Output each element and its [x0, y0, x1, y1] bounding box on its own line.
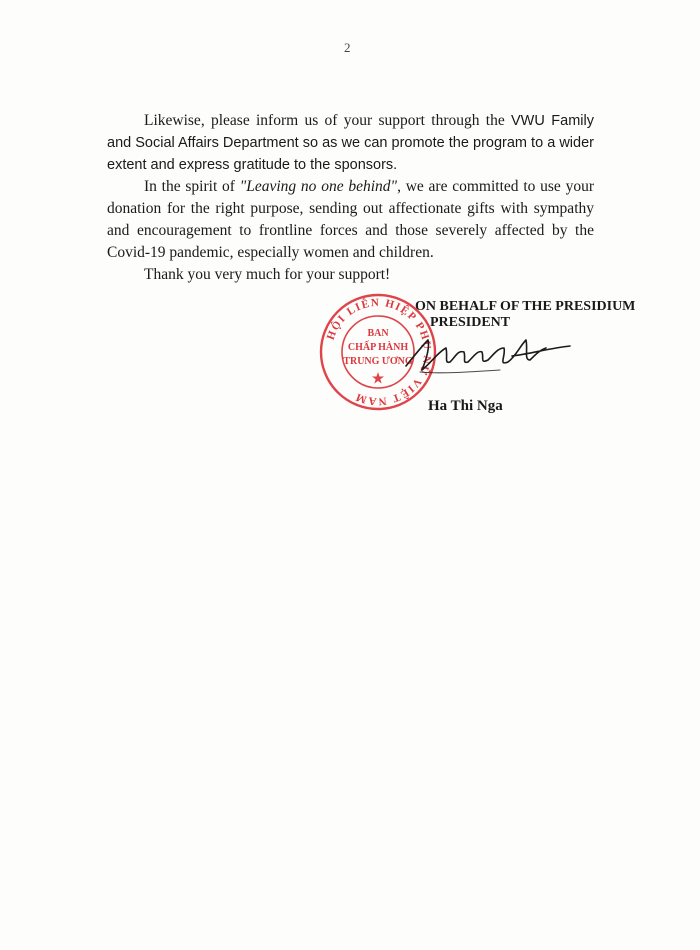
official-seal [318, 292, 438, 412]
paragraph-thanks-text: Thank you very much for your support! [144, 266, 391, 283]
handwritten-signature [400, 326, 580, 386]
paragraph-support-department: VWU Family and Social Affairs Department so as we can promote the program to a wider extent and express gratitude to the sponsors. [107, 113, 594, 173]
paragraph-support [107, 110, 594, 176]
signatory-name: Ha Thi Nga [428, 398, 503, 414]
signature-on-behalf: ON BEHALF OF THE PRESIDIUM [415, 299, 636, 314]
svg-text:BAN: BAN [367, 328, 389, 339]
paragraph-commitment-lead: In the spirit of [144, 178, 240, 195]
letter-body [107, 110, 594, 286]
svg-text:TRUNG ƯƠNG: TRUNG ƯƠNG [343, 356, 413, 367]
signature-title: PRESIDENT [430, 315, 511, 330]
seal-ring-text: HỘI LIÊN HIỆP PHỤ NỮ VIỆT NAM [324, 296, 434, 408]
paragraph-thanks [107, 264, 594, 286]
paragraph-commitment [107, 176, 594, 264]
paragraph-commitment-slogan: "Leaving no one behind" [239, 178, 398, 195]
paragraph-support-lead: Likewise, please inform us of your support through the [144, 112, 512, 129]
svg-text:CHẤP HÀNH: CHẤP HÀNH [347, 342, 409, 353]
page-number: 2 [344, 40, 351, 55]
paragraph-commitment-rest: , we are committed to use your donation for the right purpose, sending out affectionate gifts with sympathy and encouragement to frontline forces and those severely affected by the Covid-19 pandemic, especially women and children. [107, 178, 594, 261]
seal-star-icon [372, 372, 384, 384]
